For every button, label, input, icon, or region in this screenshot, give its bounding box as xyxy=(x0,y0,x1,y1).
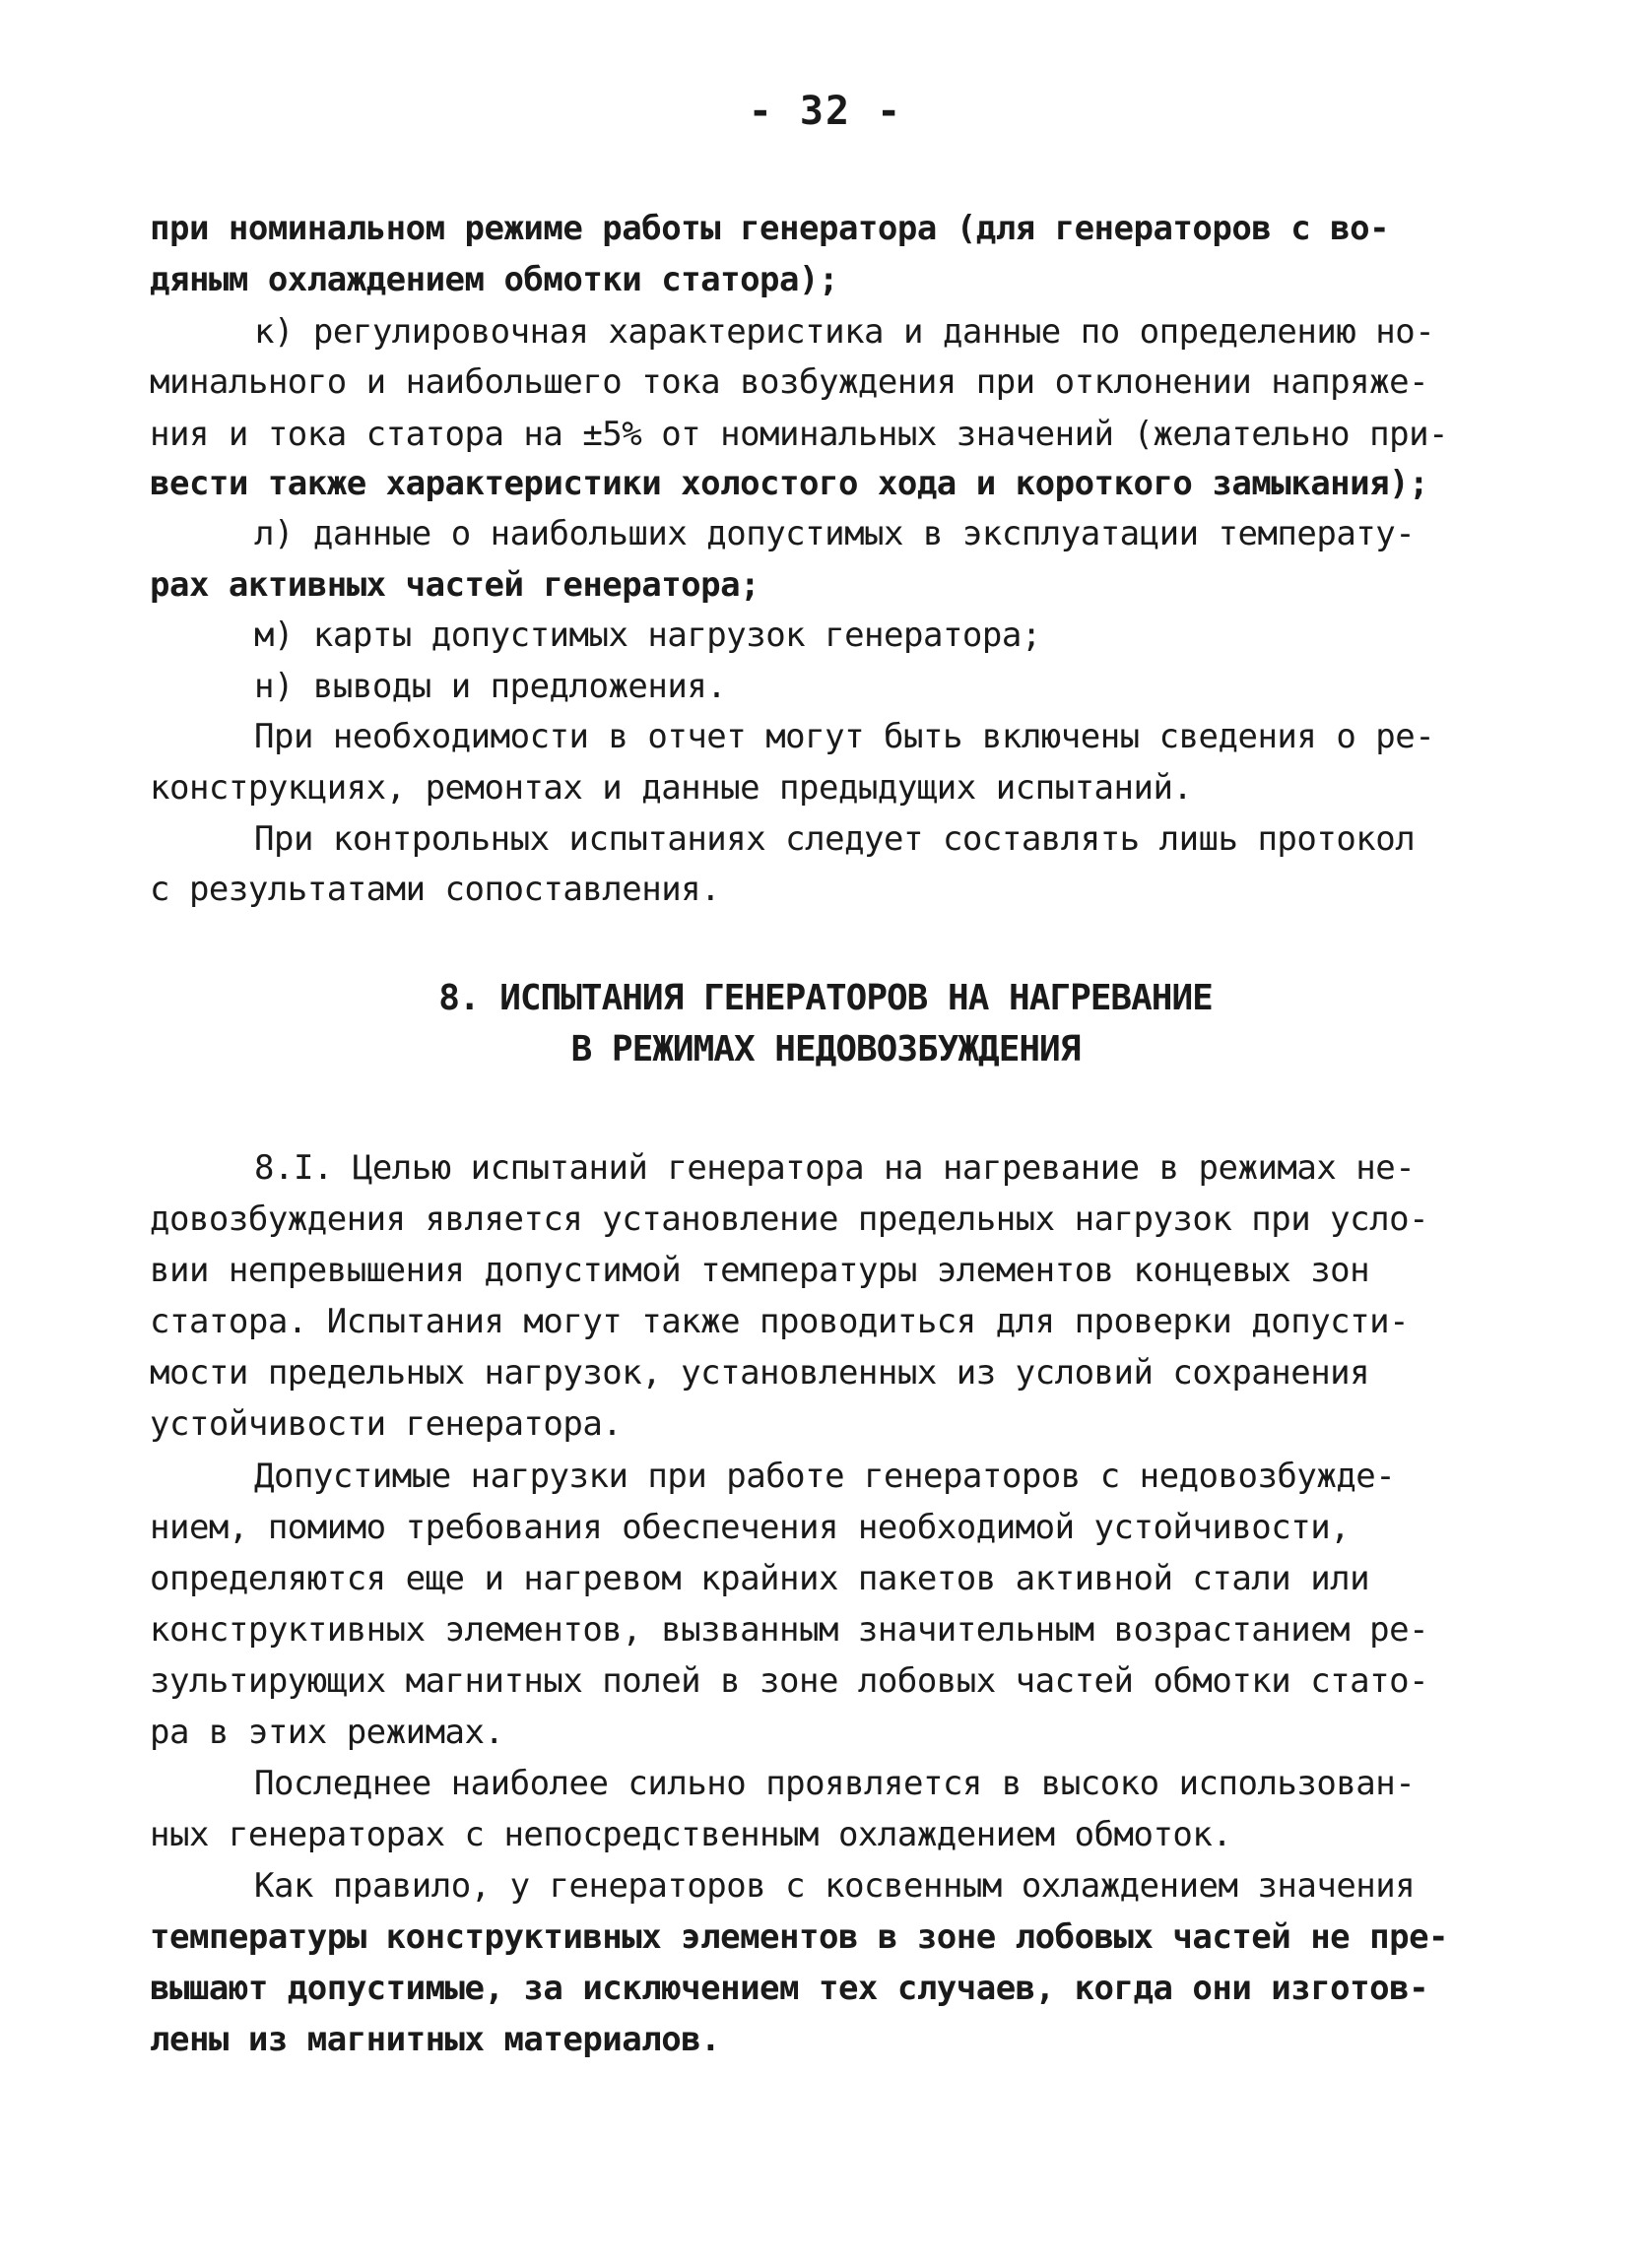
text-line: при номинальном режиме работы генератора (для генераторов с во- xyxy=(150,209,1390,248)
text-line: к) регулировочная характеристика и данные по определению но- xyxy=(254,312,1435,352)
text-line: рах активных частей генератора; xyxy=(150,565,760,605)
text-line: ния и тока статора на ±5% от номинальных значений (желательно при- xyxy=(150,415,1449,454)
text-line: лены из магнитных материалов. xyxy=(150,2020,721,2059)
text-line: л) данные о наибольших допустимых в эксплуатации температу- xyxy=(254,514,1416,553)
text-line: довозбуждения является установление предельных нагрузок при усло- xyxy=(150,1199,1429,1239)
text-line: вышают допустимые, за исключением тех случаев, когда они изготов- xyxy=(150,1969,1429,2008)
text-line: статора. Испытания могут также проводиться для проверки допусти- xyxy=(150,1302,1410,1341)
text-line: с результатами сопоставления. xyxy=(150,870,721,909)
text-line: м) карты допустимых нагрузок генератора; xyxy=(254,616,1041,655)
text-line: 8.I. Целью испытаний генератора на нагревание в режимах не- xyxy=(254,1148,1416,1188)
text-line: конструктивных элементов, вызванным значительным возрастанием ре- xyxy=(150,1610,1429,1650)
text-line: нием, помимо требования обеспечения необходимой устойчивости, xyxy=(150,1508,1351,1547)
page-number: - 32 - xyxy=(748,89,903,134)
section-title: 8. ИСПЫТАНИЯ ГЕНЕРАТОРОВ НА НАГРЕВАНИЕ xyxy=(438,978,1213,1018)
text-line: температуры конструктивных элементов в зоне лобовых частей не пре- xyxy=(150,1917,1449,1957)
text-line: дяным охлаждением обмотки статора); xyxy=(150,260,838,299)
text-line: При контрольных испытаниях следует составлять лишь протокол xyxy=(254,819,1416,859)
text-line: ра в этих режимах. xyxy=(150,1713,504,1752)
text-line: вии непревышения допустимой температуры элементов концевых зон xyxy=(150,1251,1370,1290)
text-line: Как правило, у генераторов с косвенным охлаждением значения xyxy=(254,1866,1416,1906)
text-line: н) выводы и предложения. xyxy=(254,667,727,706)
text-line: Последнее наиболее сильно проявляется в высоко использован- xyxy=(254,1764,1416,1803)
text-line: мости предельных нагрузок, установленных из условий сохранения xyxy=(150,1353,1370,1393)
text-line: вести также характеристики холостого хода и короткого замыкания); xyxy=(150,464,1429,503)
text-line: минального и наибольшего тока возбуждения при отклонении напряже- xyxy=(150,362,1429,402)
text-line: зультирующих магнитных полей в зоне лобовых частей обмотки стато- xyxy=(150,1661,1429,1701)
text-line: При необходимости в отчет могут быть включены сведения о ре- xyxy=(254,717,1435,756)
text-line: конструкциях, ремонтах и данные предыдущих испытаний. xyxy=(150,768,1193,808)
section-title: В РЕЖИМАХ НЕДОВОЗБУЖДЕНИЯ xyxy=(570,1029,1081,1069)
text-line: Допустимые нагрузки при работе генераторов с недовозбужде- xyxy=(254,1457,1396,1496)
text-line: устойчивости генератора. xyxy=(150,1404,623,1444)
text-line: ных генераторах с непосредственным охлаждением обмоток. xyxy=(150,1815,1232,1854)
text-line: определяются еще и нагревом крайних пакетов активной стали или xyxy=(150,1559,1370,1598)
